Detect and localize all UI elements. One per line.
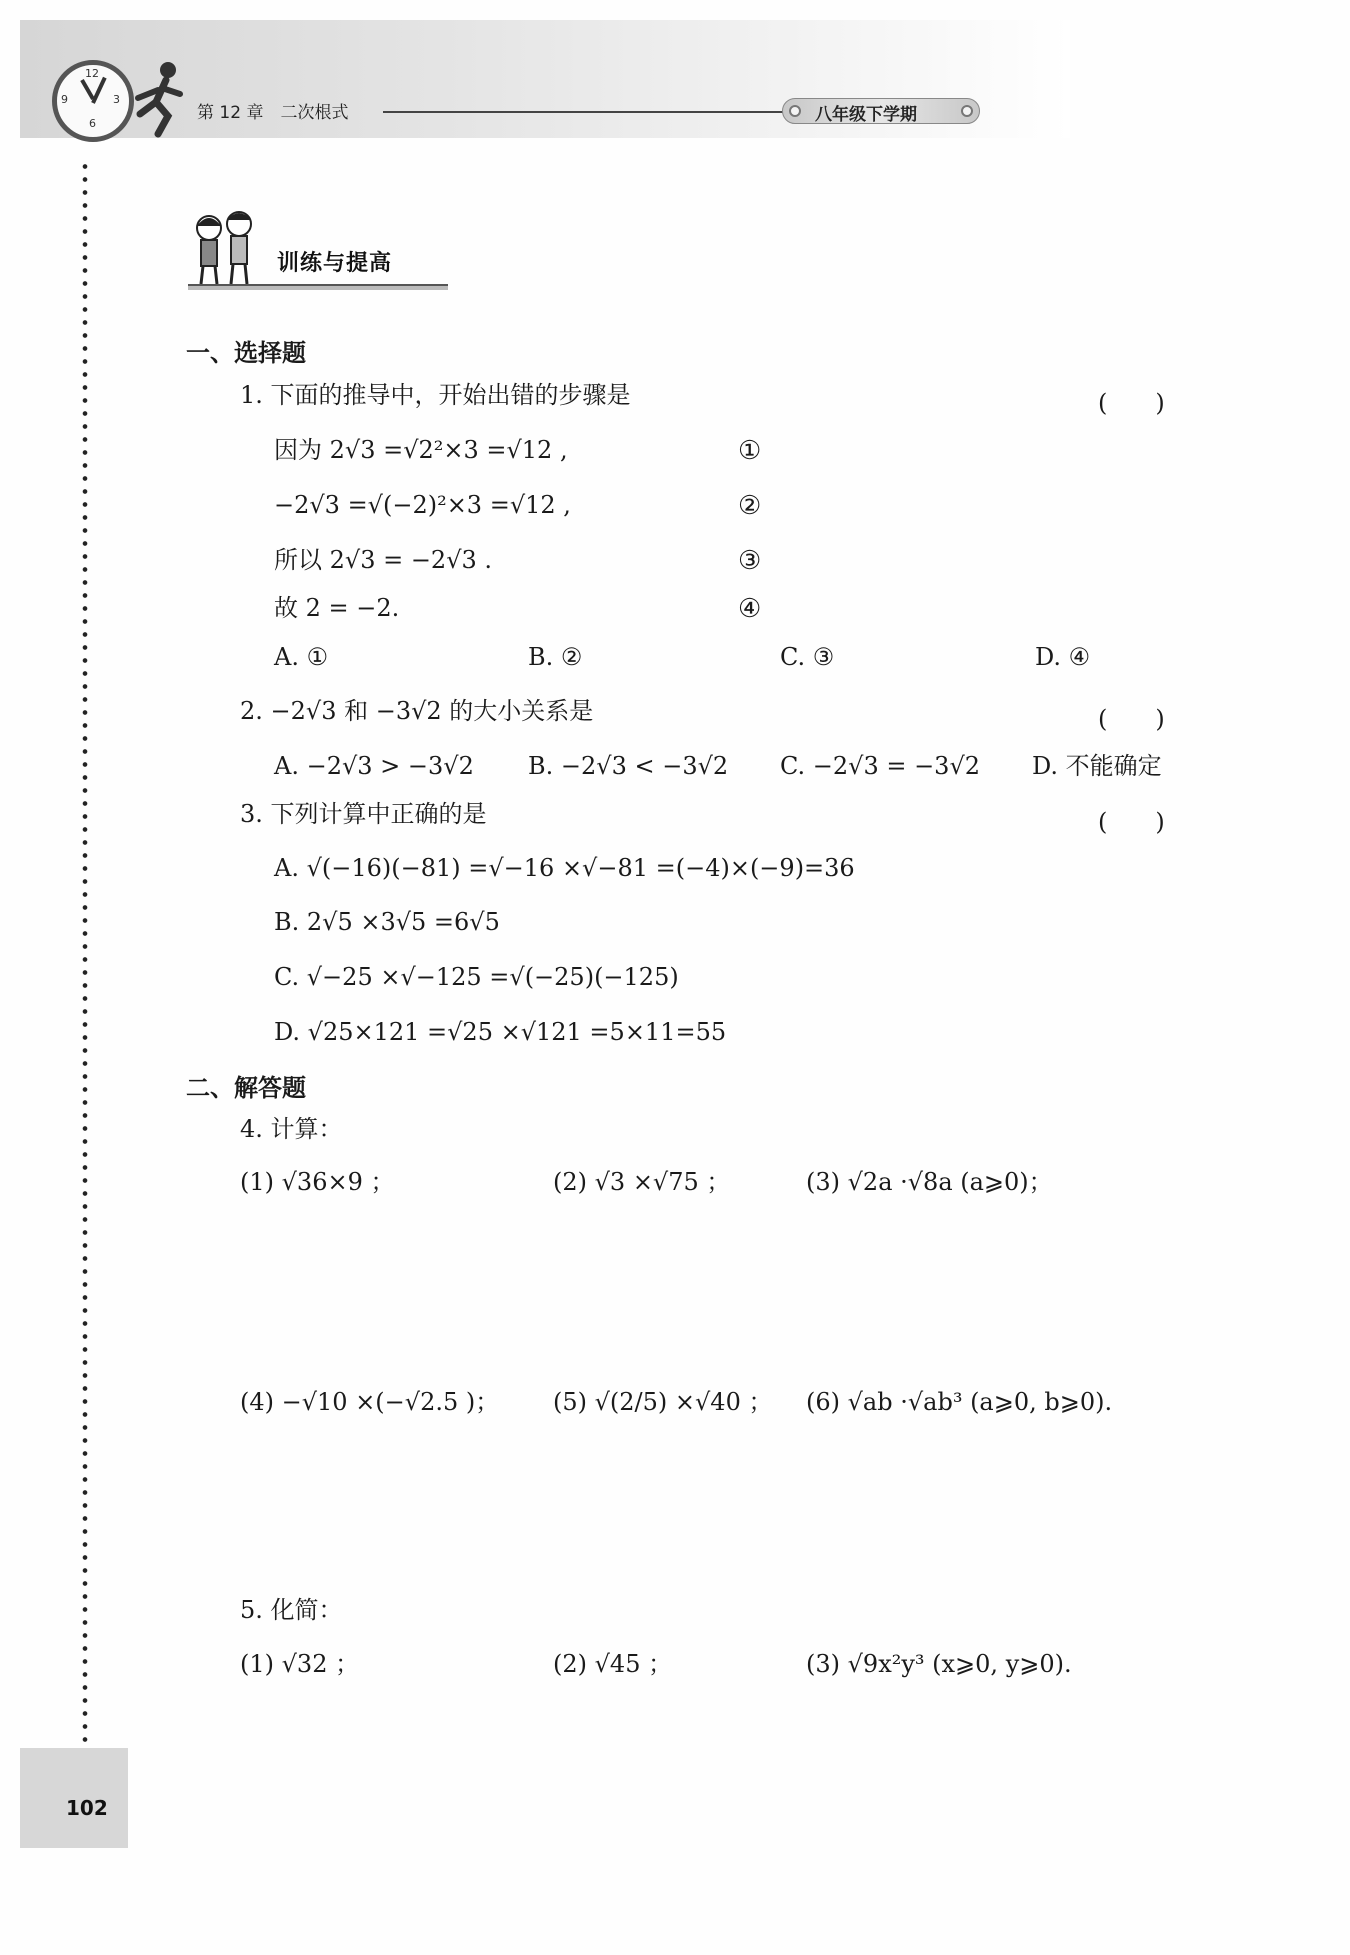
q4-stem: 4. 计算： [240, 1115, 343, 1143]
q4-item-5: (5) √(2/5) ×√40 ； [553, 1388, 773, 1416]
q1-mark-1: ① [738, 436, 762, 466]
q2-option-d: D. 不能确定 [1032, 752, 1162, 780]
q3-option-d: D. √25×121 =√25 ×√121 =5×11=55 [274, 1018, 727, 1046]
banner-underline [188, 284, 448, 290]
q3-option-a: A. √(−16)(−81) =√−16 ×√−81 =(−4)×(−9)=36 [274, 854, 855, 882]
q1-step-1: 因为 2√3 =√2²×3 =√12 , [274, 436, 568, 464]
q2-option-c: C. −2√3 = −3√2 [780, 752, 981, 780]
q1-answer-paren: ( ) [1098, 389, 1165, 417]
grade-label: 八年级下学期 [815, 105, 917, 125]
q1-option-c: C. ③ [780, 643, 835, 671]
q1-option-b: B. ② [528, 643, 583, 671]
header-rule [383, 111, 783, 113]
q5-stem: 5. 化简： [240, 1596, 343, 1624]
q1-step-3: 所以 2√3 = −2√3 . [274, 546, 493, 574]
q5-item-2: (2) √45 ； [553, 1650, 673, 1678]
q3-option-b: B. 2√5 ×3√5 =6√5 [274, 908, 500, 936]
q4-item-3: (3) √2a ·√8a (a⩾0)； [806, 1168, 1053, 1196]
clock-icon: 12 3 6 9 [52, 60, 134, 142]
dotted-margin-line [82, 160, 88, 1745]
q5-item-1: (1) √32 ； [240, 1650, 360, 1678]
q1-mark-2: ② [738, 491, 762, 521]
q4-item-2: (2) √3 ×√75 ； [553, 1168, 731, 1196]
section-choice-heading: 一、选择题 [186, 339, 306, 367]
q1-mark-3: ③ [738, 546, 762, 576]
q2-option-a: A. −2√3 > −3√2 [274, 752, 474, 780]
q3-option-c: C. √−25 ×√−125 =√(−25)(−125) [274, 963, 679, 991]
section-banner-title: 训练与提高 [277, 251, 393, 276]
q1-step-2: −2√3 =√(−2)²×3 =√12 , [274, 491, 571, 519]
q3-answer-paren: ( ) [1098, 808, 1165, 836]
kids-illustration-icon [185, 208, 265, 288]
q2-option-b: B. −2√3 < −3√2 [528, 752, 729, 780]
q1-stem: 1. 下面的推导中，开始出错的步骤是 [240, 381, 631, 409]
q2-answer-paren: ( ) [1098, 705, 1165, 733]
section-answer-heading: 二、解答题 [186, 1074, 306, 1102]
page-number: 102 [66, 1796, 108, 1820]
q1-option-a: A. ① [274, 643, 329, 671]
q5-item-3: (3) √9x²y³ (x⩾0, y⩾0). [806, 1650, 1072, 1678]
q4-item-6: (6) √ab ·√ab³ (a⩾0, b⩾0). [806, 1388, 1113, 1416]
grade-tag [782, 98, 980, 124]
q4-item-4: (4) −√10 ×(−√2.5 )； [240, 1388, 500, 1416]
q4-item-1: (1) √36×9 ； [240, 1168, 395, 1196]
q2-stem: 2. −2√3 和 −3√2 的大小关系是 [240, 697, 594, 725]
q1-option-d: D. ④ [1035, 643, 1091, 671]
q3-stem: 3. 下列计算中正确的是 [240, 800, 487, 828]
chapter-title: 第 12 章 二次根式 [197, 103, 349, 123]
q1-step-4: 故 2 = −2. [274, 594, 400, 622]
q1-mark-4: ④ [738, 594, 762, 624]
runner-icon [128, 58, 188, 138]
